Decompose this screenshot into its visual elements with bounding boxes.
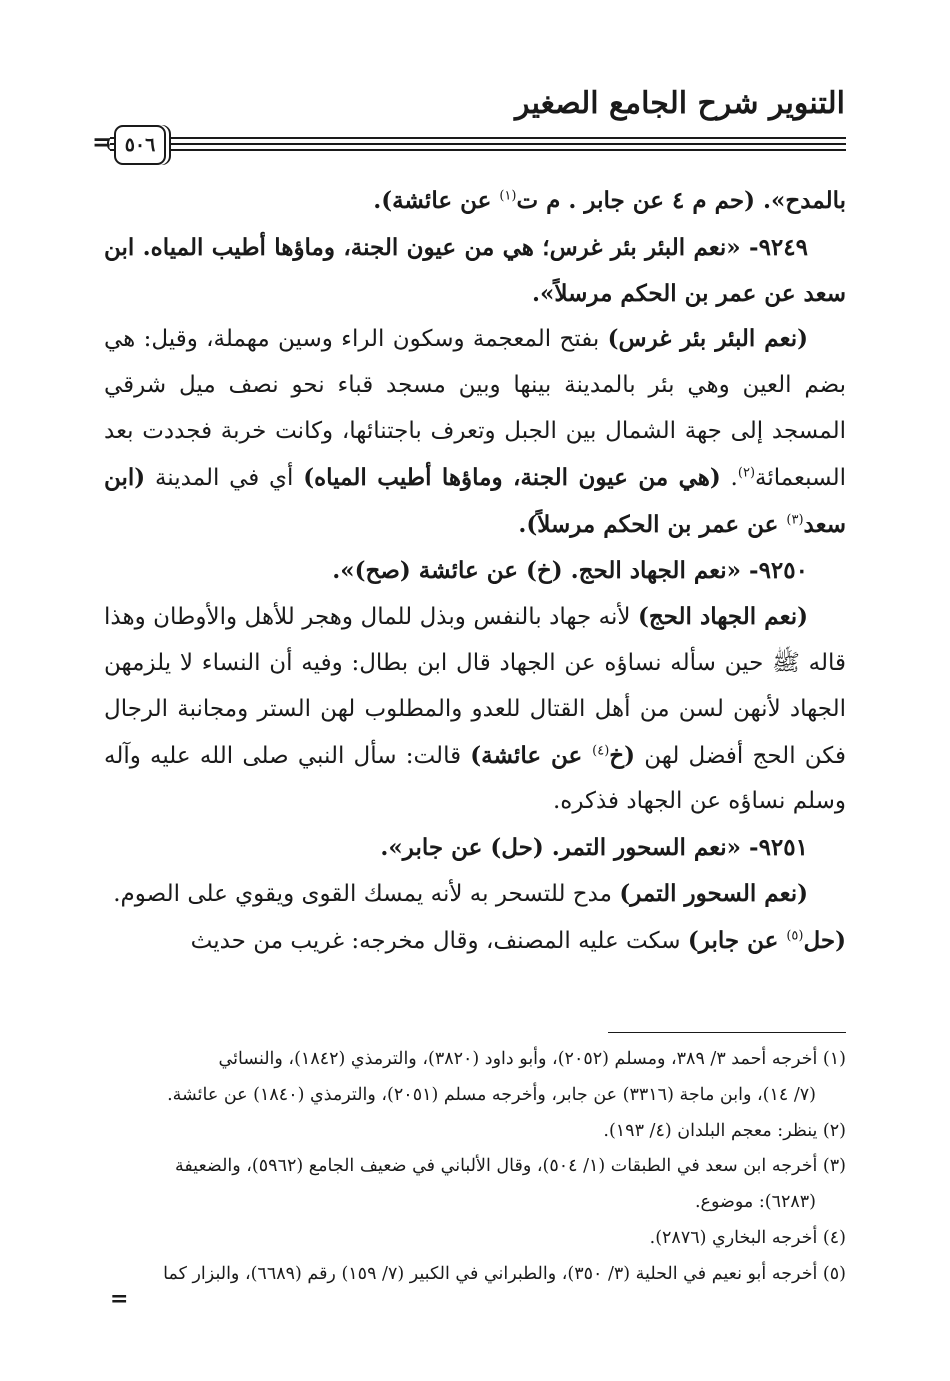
footnote-ref-1: (١) (499, 188, 517, 204)
page-number: ٥٠٦ (124, 134, 156, 156)
commentary-9250: (نعم الجهاد الحج) لأنه جهاد بالنفس وبذل للمال وهجر للأهل والأوطان وهذا قاله ﷺ حين سأله نساؤه عن الجهاد قال ابن بطال: وفيه أن النساء لا يلزمهن الجهاد لأنهن لسن من أهل القتال للعدو والمطلوب لهن الستر ومجانبة الرجال فكن الحج أفضل لهن (خ$^{(٤)}$ عن عائشة) قالت: سأل النبي صلى الله عليه وآله وسلم نساؤه عن الجهاد فذكره. (104, 603, 846, 815)
commentary-9251-source: (حل$^{(٥)}$ عن جابر) سكت عليه المصنف، وقال مخرجه: غريب من حديث (190, 926, 846, 954)
header-rule-middle (110, 143, 846, 145)
footnote-2: (٢) ينظر: معجم البلدان (٤/ ١٩٣). (603, 1120, 846, 1141)
hadith-9251: ٩٢٥١- «نعم السحور التمر. (حل) عن جابر». (380, 834, 808, 862)
paragraph-source-end: بالمدح». (حم م ٤ عن جابر . م ت$^{(١)}$ عن عائشة). (373, 187, 846, 214)
header-rule-top (110, 137, 846, 139)
hadith-9250: ٩٢٥٠- «نعم الجهاد الحج. (خ) عن عائشة (صح)». (332, 557, 808, 585)
footnote-ref-4: (٤) (592, 742, 610, 758)
page-number-frame (114, 125, 166, 165)
footnote-1: (١) أخرجه أحمد ٣/ ٣٨٩، ومسلم (٢٠٥٢)، وأبو داود (٣٨٢٠)، والترمذي (١٨٤٢)، والنسائي (218, 1049, 846, 1069)
footnote-5: (٥) أخرجه أبو نعيم في الحلية (٣/ ٣٥٠)، والطبراني في الكبير (٧/ ١٥٩) رقم (٦٦٨٩)، والبزار كما (163, 1263, 846, 1284)
footnote-1-continued: (٧/ ١٤)، وابن ماجة (٣٣١٦) عن جابر، وأخرجه مسلم (٢٠٥١)، والترمذي (١٨٤٠) عن عائشة. (167, 1084, 816, 1105)
header-continuation-mark: = (92, 127, 113, 156)
commentary-9251: (نعم السحور التمر) مدح للتسحر به لأنه يمسك القوى ويقوي على الصوم. (113, 879, 808, 907)
footnote-ref-2: (٢) (737, 465, 756, 481)
running-header-title: التنوير شرح الجامع الصغير (515, 86, 845, 121)
hadith-9249: ٩٢٤٩- «نعم البئر بئر غرس؛ هي من عيون الجنة، وماؤها أطيب المياه. ابن سعد عن عمر بن الحكم مرسلاً». (104, 233, 846, 307)
footnote-3-continued: (٦٢٨٣): موضوع. (694, 1192, 816, 1213)
footnote-ref-5: (٥) (786, 928, 804, 944)
header-rule-bottom (110, 149, 846, 151)
footer-continuation-mark: = (110, 1286, 129, 1312)
main-text (104, 178, 846, 965)
commentary-9249: (نعم البئر بئر غرس) بفتح المعجمة وسكون الراء وسين مهملة، وقيل: هي بضم العين وهي بئر بالمدينة بينها وبين مسجد قباء نحو نصف ميل شرقي المسجد إلى جهة الشمال بين الجبل وتعرف باجتنائها، وكانت خربة فجددت بعد السبعمائة$^{(٢)}$. (هي من عيون الجنة، وماؤها أطيب المياه) أي في المدينة (ابن سعد$^{(٣)}$ عن عمر بن الحكم مرسلاً). (104, 325, 847, 538)
footnote-separator (608, 1032, 846, 1033)
footnote-ref-3: (٣) (786, 511, 804, 527)
footnote-4: (٤) أخرجه البخاري (٢٨٧٦). (649, 1227, 846, 1248)
footnotes (104, 1042, 846, 1293)
footnote-3: (٣) أخرجه ابن سعد في الطبقات (١/ ٥٠٤)، وقال الألباني في ضعيف الجامع (٥٩٦٢)، والضعيفة (174, 1156, 846, 1177)
